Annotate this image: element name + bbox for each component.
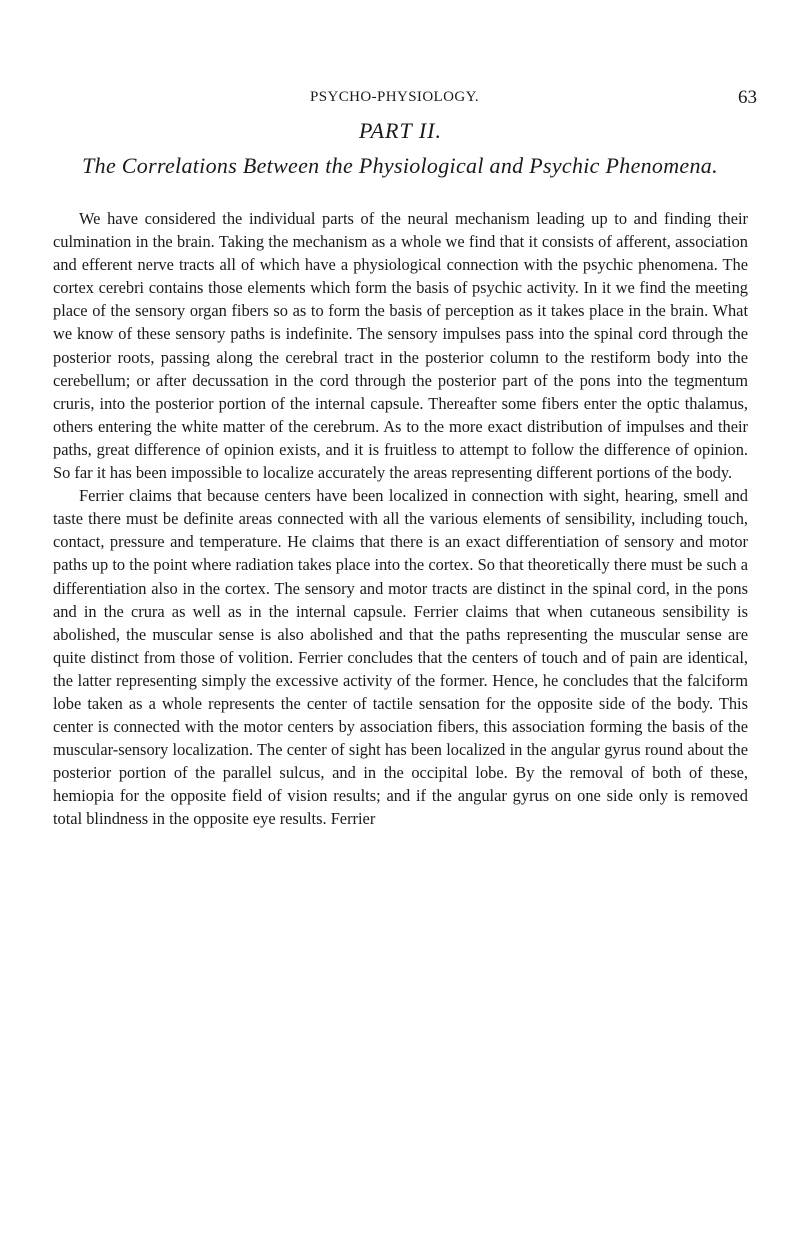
running-title: PSYCHO-PHYSIOLOGY. — [310, 89, 480, 105]
part-heading: PART II. — [359, 118, 442, 143]
running-head — [0, 89, 801, 111]
paragraph: We have considered the individual parts of the neural mechanism leading up to and finding their culmination in the brain. Taking the mechanism as a whole we find that it consists of afferent, association and efferent nerve tracts all of which have a physiological connection with the psychic phenomena. The cortex cerebri contains those elements which form the basis of psychic activity. In it we find the meeting place of the sensory organ fibers so as to form the basis of perception as it takes place in the brain. What we know of these sensory paths is indefinite. The sensory impulses pass into the spinal cord through the posterior roots, passing along the cerebral tract in the posterior column to the restiform body into the cerebellum; or after decussation in the cord through the posterior part of the pons into the tegmentum cruris, into the posterior portion of the internal capsule. Thereafter some fibers enter the optic thalamus, others entering the white matter of the cerebrum. As to the more exact distribution of impulses and their paths, great difference of opinion exists, and it is fruitless to attempt to follow the difference of opinion. So far it has been impossible to localize accurately the areas representing different portions of the body. — [53, 209, 748, 483]
body-text — [53, 207, 748, 831]
paragraph: Ferrier claims that because centers have been localized in connection with sight, hearing, smell and taste there must be definite areas connected with all the various elements of sensibility, including touch, contact, pressure and temperature. He claims that there is an exact differentiation of sensory and motor paths up to the point where radiation takes place into the cortex. So that theoretically there must be such a differentiation also in the cortex. The sensory and motor tracts are distinct in the spinal cord, in the pons and in the crura as well as in the internal capsule. Ferrier claims that when cutaneous sensibility is abolished, the muscular sense is also abolished and that the paths representing the muscular sense are quite distinct from those of volition. Ferrier concludes that the centers of touch and of pain are identical, the latter representing simply the excessive activity of the former. Hence, he concludes that the falciform lobe taken as a whole represents the center of tactile sensation for the opposite side of the body. This center is connected with the motor centers by association fibers, this association forming the basis of the muscular-sensory localization. The center of sight has been localized in the angular gyrus round about the posterior portion of the parallel sulcus, and in the occipital lobe. By the removal of both of these, hemiopia for the opposite field of vision results; and if the angular gyrus on one side only is removed total blindness in the opposite eye results. Ferrier — [53, 486, 748, 829]
chapter-title: The Correlations Between the Physiological and Psychic Phenomena. — [82, 153, 718, 178]
page-number: 63 — [738, 87, 757, 108]
